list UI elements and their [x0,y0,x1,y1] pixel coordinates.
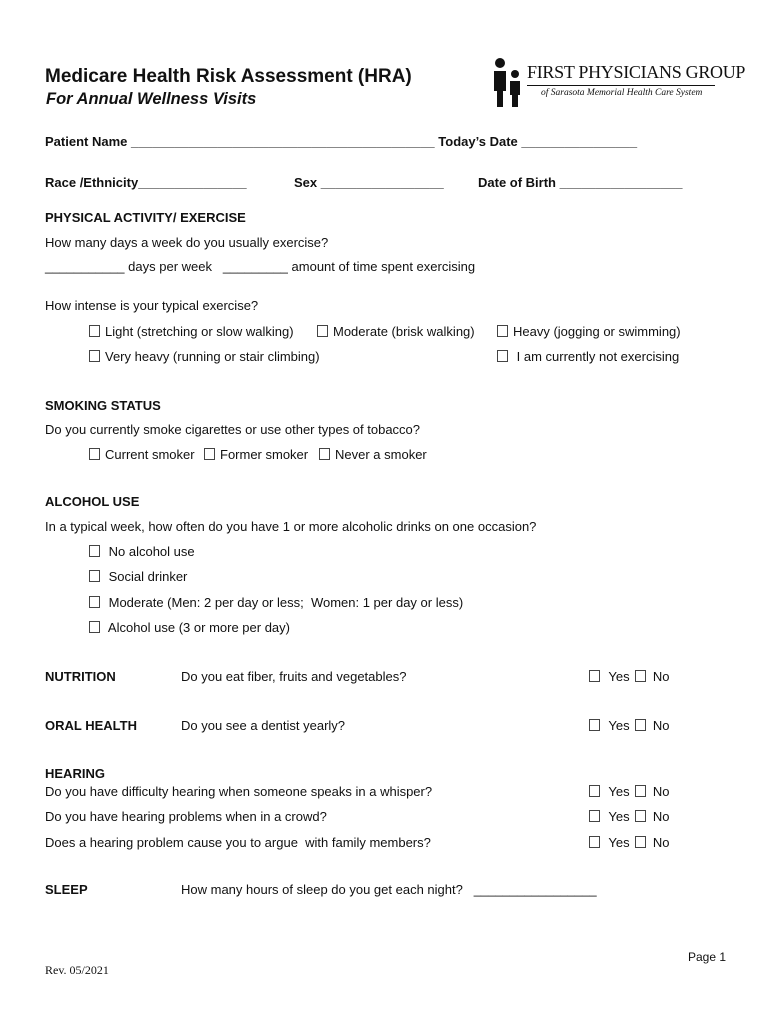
dob-label: Date of Birth [478,175,556,190]
yes-label: Yes [608,835,630,850]
yes-checkbox-icon[interactable] [589,719,600,731]
logo-divider [527,85,715,86]
checkbox-icon[interactable] [89,545,100,557]
race-row [45,175,247,191]
option-moderate[interactable] [317,324,475,340]
patient-name-field[interactable]: __________________________________________ [131,134,435,149]
yes-label: Yes [608,669,630,684]
hearing-1-yes-no [589,784,669,800]
yes-label: Yes [608,784,630,799]
checkbox-icon[interactable] [497,350,508,362]
oral-heading: ORAL HEALTH [45,718,137,733]
checkbox-icon[interactable] [317,325,328,337]
sex-row [294,175,444,191]
revision-date: Rev. 05/2021 [45,963,109,977]
option-label: Light (stretching or slow walking) [105,324,294,339]
option-never-smoker[interactable] [319,447,427,463]
time-text: amount of time spent exercising [291,259,476,274]
checkbox-icon[interactable] [89,596,100,608]
option-label: No alcohol use [108,544,195,559]
dob-field[interactable]: _________________ [559,175,683,190]
physical-heading: PHYSICAL ACTIVITY/ EXERCISE [45,210,246,225]
option-label: Heavy (jogging or swimming) [513,324,681,339]
option-heavy[interactable] [497,324,681,340]
hearing-3-yes-no [589,835,669,851]
no-checkbox-icon[interactable] [635,670,646,682]
exercise-days-question: How many days a week do you usually exercise? [45,235,329,250]
patient-name-row [45,134,637,150]
no-checkbox-icon[interactable] [635,836,646,848]
option-label: Never a smoker [335,447,427,462]
checkbox-icon[interactable] [89,325,100,337]
exercise-amount-row [45,259,475,275]
yes-checkbox-icon[interactable] [589,836,600,848]
option-label: Alcohol use (3 or more per day) [107,620,290,635]
sleep-heading: SLEEP [45,882,88,897]
option-label: Very heavy (running or stair climbing) [105,349,320,364]
sleep-row [181,882,597,898]
sex-label: Sex [294,175,318,190]
smoking-heading: SMOKING STATUS [45,398,161,413]
hearing-question-1: Do you have difficulty hearing when someone speaks in a whisper? [45,784,433,799]
no-label: No [652,784,670,799]
logo-name: FIRST PHYSICIANS GROUP [527,62,746,82]
no-label: No [652,669,670,684]
page-number: Page 1 [688,950,727,964]
checkbox-icon[interactable] [89,570,100,582]
dob-row [478,175,683,191]
todays-date-label: Today’s Date [438,134,518,149]
yes-checkbox-icon[interactable] [589,785,600,797]
yes-checkbox-icon[interactable] [589,810,600,822]
checkbox-icon[interactable] [497,325,508,337]
option-label: Former smoker [220,447,309,462]
alcohol-question: In a typical week, how often do you have 1 or more alcoholic drinks on one occasion? [45,519,537,534]
smoking-question: Do you currently smoke cigarettes or use other types of tobacco? [45,422,421,437]
yes-checkbox-icon[interactable] [589,670,600,682]
option-social-drinker[interactable] [89,569,187,585]
days-field[interactable]: ___________ [45,259,125,274]
option-label: I am currently not exercising [516,349,680,364]
option-current-smoker[interactable] [89,447,195,463]
nutrition-heading: NUTRITION [45,669,116,684]
option-not-exercising[interactable] [497,349,679,365]
time-field[interactable]: _________ [222,259,288,274]
hearing-2-yes-no [589,809,669,825]
checkbox-icon[interactable] [319,448,330,460]
patient-name-label: Patient Name [45,134,128,149]
option-label: Moderate (Men: 2 per day or less; Women: 1 per day or less) [108,595,464,610]
sleep-hours-field[interactable]: _________________ [473,882,597,897]
oral-yes-no [589,718,669,734]
option-label: Moderate (brisk walking) [333,324,475,339]
oral-question: Do you see a dentist yearly? [181,718,346,733]
option-no-alcohol[interactable] [89,544,195,560]
no-checkbox-icon[interactable] [635,785,646,797]
no-checkbox-icon[interactable] [635,719,646,731]
no-label: No [652,809,670,824]
todays-date-field[interactable]: ________________ [521,134,638,149]
page-subtitle: For Annual Wellness Visits [46,90,257,108]
sex-field[interactable]: _________________ [320,175,444,190]
nutrition-question: Do you eat fiber, fruits and vegetables? [181,669,407,684]
checkbox-icon[interactable] [204,448,215,460]
yes-label: Yes [608,718,630,733]
no-label: No [652,835,670,850]
days-text: days per week [128,259,212,274]
hearing-question-2: Do you have hearing problems when in a crowd? [45,809,327,824]
option-label: Current smoker [105,447,195,462]
option-moderate-alcohol[interactable] [89,595,463,611]
yes-label: Yes [608,809,630,824]
race-field[interactable]: _______________ [138,175,247,190]
intensity-question: How intense is your typical exercise? [45,298,259,313]
checkbox-icon[interactable] [89,621,100,633]
option-very-heavy[interactable] [89,349,320,365]
hearing-question-3: Does a hearing problem cause you to argue with family members? [45,835,431,850]
sleep-question: How many hours of sleep do you get each night? [181,882,463,897]
option-former-smoker[interactable] [204,447,308,463]
no-checkbox-icon[interactable] [635,810,646,822]
nutrition-yes-no [589,669,669,685]
people-icon [491,57,525,109]
option-label: Social drinker [108,569,188,584]
hearing-heading: HEARING [45,766,105,781]
alcohol-heading: ALCOHOL USE [45,494,140,509]
option-light[interactable] [89,324,294,340]
no-label: No [652,718,670,733]
option-alcohol-use[interactable] [89,620,290,636]
logo-tagline: of Sarasota Memorial Health Care System [541,88,703,98]
page-title: Medicare Health Risk Assessment (HRA) [45,66,412,87]
checkbox-icon[interactable] [89,350,100,362]
race-label: Race /Ethnicity [45,175,139,190]
checkbox-icon[interactable] [89,448,100,460]
